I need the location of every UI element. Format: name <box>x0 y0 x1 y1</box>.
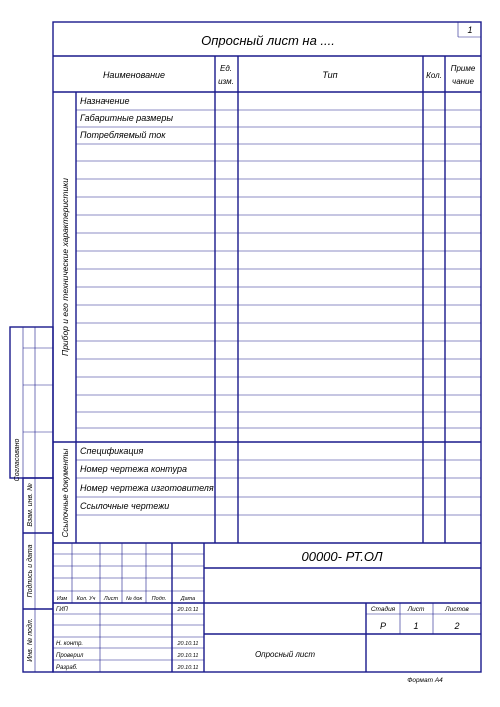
page-number: 1 <box>467 25 473 35</box>
stage-value: Р <box>379 621 387 631</box>
section1-vertical-label: Прибор и его технические характеристики <box>60 178 70 356</box>
role-norm-control: Н. контр. <box>56 641 84 647</box>
date-developer: 20.10.11 <box>177 665 199 671</box>
doc-code: 00000- РТ.ОЛ <box>301 549 383 564</box>
margin-replaces-inv: Взам. инв. № <box>27 483 34 527</box>
stage-label: Стадия <box>370 606 396 613</box>
col-header-rev: Изм <box>56 596 68 602</box>
date-checked: 20.10.11 <box>177 653 199 659</box>
margin-signature-date: Подпись и дата <box>27 544 34 598</box>
margin-inv-original: Инв. № подл. <box>27 618 34 662</box>
sheet-label: Лист <box>407 606 425 613</box>
header-unit-2: изм. <box>218 77 234 86</box>
format-label: Формат А4 <box>407 677 443 684</box>
col-header-doc: № док <box>125 596 143 602</box>
col-header-date: Дата <box>180 596 196 602</box>
sheet-title: Опросный лист на .... <box>201 33 335 48</box>
row-label-dimensions: Габаритные размеры <box>80 113 173 123</box>
date-norm-control: 20.10.11 <box>177 641 199 647</box>
row-label-vendor-drawing: Номер чертежа изготовителя <box>80 483 214 493</box>
doc-name: Опросный лист <box>254 650 316 659</box>
header-qty: Кол. <box>426 71 442 80</box>
header-note-1: Приме <box>450 64 476 73</box>
row-label-purpose: Назначение <box>80 96 130 106</box>
col-header-qty: Кол. Уч <box>76 596 96 602</box>
date-chief-engineer: 20.10.11 <box>177 607 199 613</box>
sheets-value: 2 <box>454 621 460 631</box>
sheet-value: 1 <box>413 621 419 631</box>
margin-agreed: Согласовано <box>14 438 21 482</box>
role-developer: Разраб. <box>56 665 78 671</box>
section1-row-lines <box>76 110 481 428</box>
header-note-2: чание <box>452 77 474 86</box>
row-label-current: Потребляемый ток <box>80 130 166 140</box>
section2-vertical-label: Ссылочные документы <box>61 448 70 538</box>
col-header-sheet: Лист <box>103 596 119 602</box>
header-name: Наименование <box>102 70 166 80</box>
header-unit-1: Ед. <box>220 64 232 73</box>
row-label-reference-drawings: Ссылочные чертежи <box>80 501 170 511</box>
row-label-loop-drawing: Номер чертежа контура <box>80 464 187 474</box>
role-checked: Проверил <box>56 653 84 659</box>
header-type: Тип <box>322 70 338 80</box>
col-header-sign: Подп. <box>151 596 167 602</box>
role-chief-engineer: ГИП <box>56 607 68 613</box>
row-label-specification: Спецификация <box>80 446 144 456</box>
sheets-label: Листов <box>445 606 469 613</box>
